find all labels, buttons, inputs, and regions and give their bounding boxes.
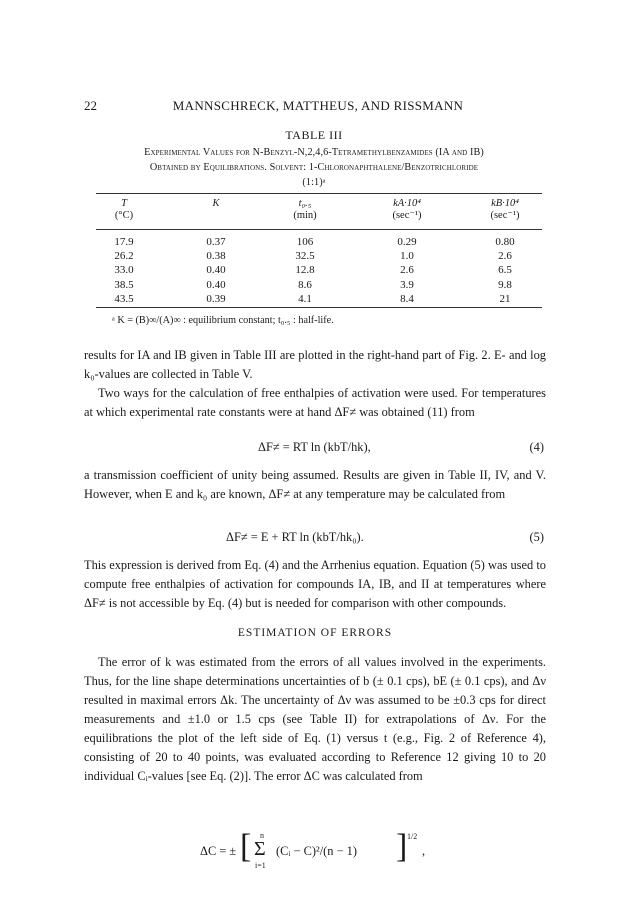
- equation-final-body: (Cᵢ − C)²/(n − 1): [276, 844, 357, 858]
- table-caption-line1: Experimental Values for N-Benzyl-N,2,4,6-Tetramethylbenzamides (IA and IB): [144, 147, 484, 158]
- table-caption-line2: Obtained by Equilibrations. Solvent: 1-Chloronaphthalene/Benzotrichloride: [149, 162, 479, 173]
- table-cell: 9.8: [498, 278, 512, 291]
- table-cell: 2.6: [400, 264, 414, 277]
- paragraph-1-block: [84, 346, 546, 422]
- paragraph-5: The error of k was estimated from the errors of all values involved in the experiments. Thus, for the line shape determinations uncertainties of b (± 0.1 cps), bE (± 0.1 cps), and Δν resulted in maximal errors Δk. The uncertainty of Δν was assumed to be ±0.3 cps for direct measurements and ±1.0 or 1.5 cps (see Table II) for extrapolations of Δν. For the equilibrations the plot of the left side of Eq. (1) versus t (e.g., Fig. 2 of Reference 4), consisting of 20 to 40 points, was evaluated according to Reference 12 giving 10 to 20 individual Cᵢ-values [see Eq. (2)]. The error ΔC was calculated from: [84, 655, 546, 783]
- table-cell: 33.0: [114, 264, 134, 277]
- page-header: [84, 98, 552, 116]
- sum-symbol: Σ: [254, 838, 266, 860]
- table-cell: 4.1: [298, 292, 312, 305]
- table-cell: 26.2: [114, 250, 134, 263]
- table-row: [0, 279, 624, 293]
- table-caption-line3: (1:1)ᵃ: [302, 177, 326, 188]
- equation-4: ΔF≠ = RT ln (kbT/hk),: [258, 440, 371, 454]
- paragraph-3: a transmission coefficient of unity being assumed. Results are given in Table II, IV, and V. However, when E and k₀ are known, ΔF≠ at any temperature may be calculated from: [84, 468, 546, 501]
- column-header-t: T (°C): [114, 198, 134, 221]
- table-cell: 32.5: [295, 250, 315, 263]
- table-cell: 17.9: [114, 236, 134, 248]
- table-header-rule: [96, 229, 542, 230]
- table-cell: 2.6: [498, 250, 512, 263]
- section-heading: ESTIMATION OF ERRORS: [237, 627, 393, 639]
- table-cell: 0.38: [206, 250, 226, 263]
- table-footnote: ᵃ K = (B)∞/(A)∞ : equilibrium constant; t₀.₅ : half-life.: [112, 315, 334, 326]
- table-title: TABLE III: [285, 128, 343, 142]
- table-caption: [80, 145, 548, 190]
- equation-5: ΔF≠ = E + RT ln (kbT/hk₀).: [226, 530, 364, 544]
- sum-upper-limit: n: [260, 831, 264, 840]
- paragraph-1: results for IA and IB given in Table III are plotted in the right-hand part of Fig. 2. E- and log k₀-values are collected in Table V.: [84, 348, 546, 381]
- table-cell: 0.39: [206, 292, 226, 305]
- table-cell: 43.5: [114, 292, 134, 305]
- equation-5-number: (5): [529, 530, 544, 544]
- column-header-ka: kA·10⁴ (sec⁻¹): [392, 198, 422, 221]
- equation-final: ΔC = ± [ n Σ i=1 (Cᵢ − C)²/(n − 1) ] 1/2 ,: [200, 828, 426, 870]
- table-bottom-rule: [96, 307, 542, 308]
- table-cell: 0.40: [206, 278, 226, 291]
- paragraph-4: This expression is derived from Eq. (4) and the Arrhenius equation. Equation (5) was used to compute free enthalpies of activation for compounds IA, IB, and II at temperatures where ΔF≠ is not accessible by Eq. (4) but is needed for comparison with other compounds.: [84, 558, 546, 610]
- column-header-half-life: t₀.₅ (min): [293, 198, 317, 221]
- equation-4-number: (4): [529, 440, 544, 454]
- equation-final-lhs: ΔC = ±: [200, 844, 237, 858]
- table-cell: 1.0: [400, 250, 414, 263]
- table-cell: 0.40: [206, 264, 226, 277]
- table-cell: 0.37: [206, 236, 226, 248]
- running-head: MANNSCHRECK, MATTHEUS, AND RISSMANN: [172, 98, 464, 113]
- page-number: 22: [84, 98, 97, 113]
- table-cell: 8.4: [400, 292, 414, 305]
- table-row: [0, 293, 624, 307]
- table-cell: 6.5: [498, 264, 512, 277]
- column-header-k: K: [212, 198, 220, 209]
- table-cell: 21: [499, 292, 511, 305]
- table-cell: 8.6: [298, 278, 312, 291]
- paragraph-2: Two ways for the calculation of free enthalpies of activation were used. For temperatures at which experimental rate constants were at hand ΔF≠ was obtained (11) from: [84, 386, 546, 419]
- table-cell: 3.9: [400, 278, 414, 291]
- table-cell: 12.8: [295, 264, 315, 277]
- sum-lower-limit: i=1: [255, 861, 266, 870]
- table-cell: 106: [296, 236, 314, 248]
- table-row: [0, 236, 624, 250]
- table-row: [0, 264, 624, 278]
- table-top-rule: [96, 193, 542, 194]
- column-header-kb: kB·10⁴ (sec⁻¹): [490, 198, 520, 221]
- table-row: [0, 250, 624, 264]
- table-cell: 0.29: [397, 236, 417, 248]
- equation-final-exponent: 1/2: [407, 832, 418, 841]
- table-cell: 38.5: [114, 278, 134, 291]
- table-cell: 0.80: [495, 236, 515, 248]
